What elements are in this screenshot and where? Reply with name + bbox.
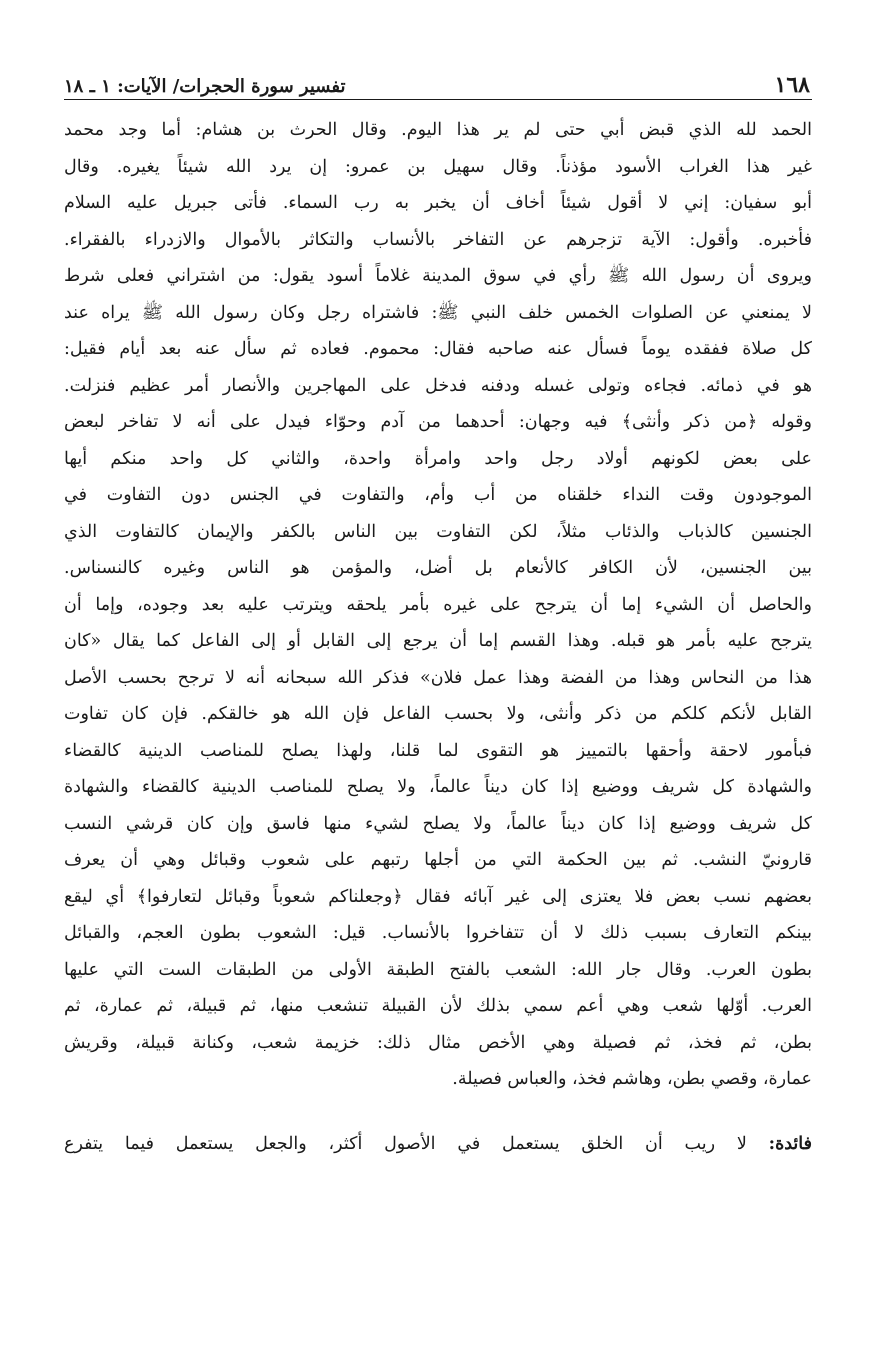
text-line: غير هذا الغراب الأسود مؤذناً. وقال سهيل بن عمرو: إن يرد الله شيئاً يغيره. وقال (64, 156, 812, 177)
page-header (64, 62, 812, 100)
note-label: فائدة: (768, 1133, 812, 1154)
text-line: كل صلاة ففقده يوماً فسأل عنه صاحبه فقال: محموم. فعاده ثم سأل عنه بعد أيام فقيل: (64, 339, 812, 359)
text-line: والشهادة كل شريف ووضيع إذا كان ديناً عالماً، ولا يصلح للمناصب الدينية كالقضاء والشهادة (64, 777, 812, 797)
text-line: بطون العرب. وقال جار الله: الشعب بالفتح الطبقة الأولى من الطبقات الست التي عليها (64, 959, 812, 980)
text-line: فأخبره. وأقول: الآية تزجرهم عن التفاخر بالأنساب والتكاثر بالأموال والازدراء بالفقراء. (64, 229, 812, 250)
text-line: والحاصل أن الشيء إما أن يترجح على غيره بأمر يلحقه ويترتب عليه بعد وجوده، وإما أن (64, 594, 812, 615)
text-line: فبأمور لاحقة وأحقها بالتمييز هو التقوى لما قلنا، ولهذا يصلح للمناصب الدينية كالقضاء (64, 740, 812, 761)
page-number: ١٦٨ (774, 72, 810, 98)
text-line: بطن، ثم فخذ، ثم فصيلة وهي الأخص مثال ذلك: خزيمة شعب، وكنانة قبيلة، وقريش (64, 1032, 812, 1053)
text-line: لا يمنعني عن الصلوات الخمس خلف النبي ﷺ: فاشتراه رجل وكان رسول الله ﷺ يراه عند (64, 302, 812, 323)
running-title: تفسير سورة الحجرات/ الآيات: ١ ـ ١٨ (64, 76, 346, 97)
text-line: الحمد لله الذي قبض أبي حتى لم ير هذا اليوم. وقال الحرث بن هشام: أما وجد محمد (64, 120, 812, 140)
paragraph-gap (64, 1098, 812, 1126)
text-line: يترجح عليه بأمر هو قبله. وهذا القسم إما أن يرجع إلى القابل أو إلى الفاعل كما يقال «كان (64, 631, 812, 651)
text-line: بينكم التعارف بسبب ذلك لا أن تتفاخروا بالأنساب. قيل: الشعوب بطون العجم، والقبائل (64, 923, 812, 943)
text-line: أبو سفيان: إني لا أقول شيئاً أخاف أن يخبر به رب السماء. فأتى جبريل عليه السلام (64, 193, 812, 213)
body-text (64, 112, 812, 1098)
text-line: على بعض لكونهم أولاد رجل واحد وامرأة واحدة، والثاني كل واحد منكم أيها (64, 448, 812, 469)
text-line: هذا من النحاس وهذا من الفضة وهذا عمل فلان» فذكر الله سبحانه أنه لا ترجح بحسب الأصل (64, 667, 812, 688)
text-line: الموجودون وقت النداء خلقناه من أب وأم، والتفاوت في الجنس دون التفاوت في (64, 485, 812, 505)
text-line: بين الجنسين، لأن الكافر كالأنعام بل أضل، والمؤمن هو الناس وغيره كالنسناس. (64, 558, 812, 578)
text-line: بعضهم نسب بعض فلا يعتزى إلى غير آبائه فقال ﴿وجعلناكم شعوباً وقبائل لتعارفوا﴾ أي ليقع (64, 886, 812, 907)
text-line: وقوله ﴿من ذكر وأنثى﴾ فيه وجهان: أحدهما من آدم وحوّاء فيدل على أنه لا تفاخر لبعض (64, 412, 812, 432)
text-line: القابل لأنكم كلكم من ذكر وأنثى، ولا بحسب الفاعل فإن الله هو خالقكم. فإن كان تفاوت (64, 704, 812, 724)
book-page (64, 62, 812, 1162)
text-line: ويروى أن رسول الله ﷺ رأي في سوق المدينة غلاماً أسود يقول: من اشتراني فعلى شرط (64, 266, 812, 286)
text-line: عمارة، وقصي بطن، وهاشم فخذ، والعباس فصيلة. (452, 1069, 812, 1089)
text-line: الجنسين كالذباب والذئاب مثلاً، لكن التفاوت بين الناس بالكفر والإيمان كالتفاوت الذي (64, 521, 812, 542)
text-line: هو في ذمائه. فجاءه وتولى غسله ودفنه فدخل على المهاجرين والأنصار أمر عظيم فنزلت. (64, 375, 812, 396)
text-line: قارونيّ النشب. ثم بين الحكمة التي من أجلها رتبهم على شعوب وقبائل وهي أن يعرف (64, 850, 812, 870)
note-paragraph (64, 1126, 812, 1162)
note-text: لا ريب أن الخلق يستعمل في الأصول أكثر، والجعل يستعمل فيما يتفرع (64, 1133, 769, 1154)
text-line: العرب. أوّلها شعب وهي أعم سمي بذلك لأن القبيلة تنشعب منها، ثم قبيلة، ثم عمارة، ثم (64, 996, 812, 1016)
text-line: كل شريف ووضيع إذا كان ديناً عالماً، ولا يصلح لشيء منها فاسق وإن كان قرشي النسب (64, 813, 812, 834)
